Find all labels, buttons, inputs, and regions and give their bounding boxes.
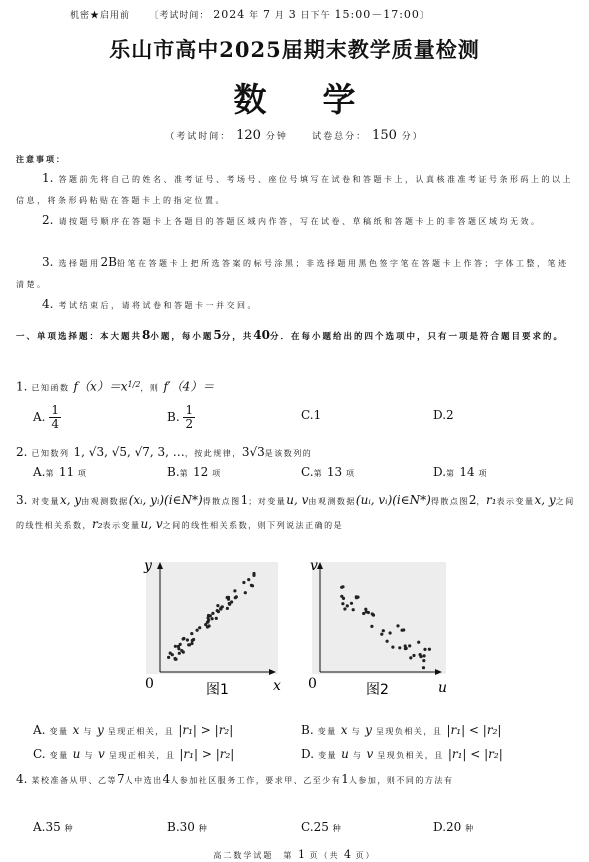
fig1-scatter-point [187, 643, 190, 646]
fig1-scatter-point [250, 584, 253, 587]
fig2-scatter-point [352, 608, 355, 611]
fig2-scatter-point [404, 647, 407, 650]
fig1-scatter-point [215, 617, 218, 620]
fig2-scatter-point [350, 602, 353, 605]
fig1-x-label: x [273, 678, 281, 694]
section-heading: 一、单项选择题：本大题共8小题，每小题5分，共40分．在每小题给出的四个选项中，只有一项是符合题目要求的。 [16, 328, 564, 342]
fig2-scatter-point [343, 607, 346, 610]
fig2-scatter-point [423, 654, 426, 657]
note-item-3: 3. 选择题用2B铅笔在答题卡上把所选答案的标号涂黑；非选择题用黑色签字笔在答题卡上作答；字体工整，笔迹清楚。 [16, 255, 569, 289]
subject-title: 数学 [233, 80, 412, 119]
q3-option-d[interactable]: D. 变量 u 与 v 呈现负相关，且 |r₁| < |r₂| [301, 747, 503, 761]
q2-option-d[interactable]: D.第 14 项 [433, 465, 488, 479]
q4-option-a[interactable]: A.35 种 [33, 820, 75, 834]
fig2-scatter-point [417, 641, 420, 644]
fig2-scatter-point [402, 628, 405, 631]
q3-option-a[interactable]: A. 变量 x 与 y 呈现正相关，且 |r₁| > |r₂| [33, 723, 234, 737]
fig1-scatter-point [211, 612, 214, 615]
fig1-scatter-point [216, 609, 219, 612]
fig2-scatter-point [409, 656, 412, 659]
fig2-scatter-point [362, 612, 365, 615]
fig2-caption: 图2 [366, 682, 389, 698]
fig2-scatter-point [386, 640, 389, 643]
fig1-scatter-point [211, 617, 214, 620]
question-3: 3. 对变量x, y由观测数据(xᵢ, yᵢ)(i∈N*)得散点图1；对变量u, v由观测数据(uᵢ, vᵢ)(i∈N*)得散点图2，r₁表示变量x, y之间的线性相关系数，r₂表示变量u, v之间的线性相关系数，则下列说法正确的是 [16, 493, 575, 531]
fig1-scatter-point [167, 656, 170, 659]
question-4: 4. 某校准备从甲、乙等7人中选出4人参加社区服务工作，要求甲、乙至少有1人参加，则不同的方法有 [16, 772, 454, 786]
fig2-scatter-point [396, 624, 399, 627]
fig1-scatter-point [179, 643, 182, 646]
fig1-scatter-point [182, 637, 185, 640]
confidential-label: 机密★启用前 [70, 11, 131, 21]
q3-option-c[interactable]: C. 变量 u 与 v 呈现正相关，且 |r₁| > |r₂| [33, 747, 235, 761]
fig2-scatter-point [380, 633, 383, 636]
fig1-scatter-point [247, 578, 250, 581]
fig1-scatter-point [190, 632, 193, 635]
fig1-scatter-point [233, 589, 236, 592]
fig1-scatter-point [177, 647, 180, 650]
q4-option-d[interactable]: D.20 种 [433, 820, 475, 834]
page-footer: 高二数学试题 第 1 页（共 4 页） [213, 848, 376, 861]
fig1-scatter-point [234, 596, 237, 599]
fig1-scatter-point [230, 600, 233, 603]
question-2: 2. 已知数列 1, √3, √5, √7, 3, …，按此规律，3√3是该数列的 [16, 445, 313, 459]
fig1-scatter-point [244, 591, 247, 594]
fig1-scatter-point [191, 639, 194, 642]
fig2-scatter-point [371, 612, 374, 615]
fig1-scatter-point [227, 598, 230, 601]
fig2-scatter-point [428, 648, 431, 651]
notes-heading: 注意事项： [16, 154, 66, 164]
fig2-scatter-point [391, 646, 394, 649]
note-item-1: 1. 答题前先将自己的姓名、准考证号、考场号、座位号填写在试卷和答题卡上，认真核准准考证号条形码上的以上信息，将条形码粘贴在答题卡上的指定位置。 [16, 171, 573, 205]
fig2-scatter-point [364, 608, 367, 611]
fig1-scatter-point [196, 629, 199, 632]
q4-option-b[interactable]: B.30 种 [167, 820, 209, 834]
fig2-scatter-point [367, 611, 370, 614]
fig2-scatter-point [342, 597, 345, 600]
fig1-y-label: y [144, 560, 152, 574]
fig1-scatter-point [207, 619, 210, 622]
fig1-scatter-point [216, 604, 219, 607]
fig1-origin: 0 [145, 676, 154, 692]
fig1-scatter-point [178, 652, 181, 655]
fig1-scatter-point [252, 574, 255, 577]
fig1-scatter-point [208, 624, 211, 627]
fig2-scatter-point [355, 596, 358, 599]
exam-time-info: （考试时间： 120 分钟 试卷总分： 150 分） [165, 128, 424, 143]
q2-option-a[interactable]: A.第 11 项 [33, 465, 88, 479]
fig2-origin: 0 [308, 676, 317, 692]
exam-title: 乐山市高中2025届期末教学质量检测 [109, 37, 480, 62]
q3-scatter-figures [140, 560, 450, 702]
q3-option-b[interactable]: B. 变量 x 与 y 呈现负相关，且 |r₁| < |r₂| [301, 723, 502, 737]
q1-option-a[interactable]: A. $\frac{1}{4}$ [33, 403, 59, 431]
fig1-scatter-point [219, 607, 222, 610]
fig1-scatter-point [169, 652, 172, 655]
fig2-scatter-point [419, 653, 422, 656]
fig2-scatter-point [341, 602, 344, 605]
fig2-scatter-point [408, 644, 411, 647]
fig2-scatter-point [423, 648, 426, 651]
fig2-scatter-point [370, 625, 373, 628]
fig2-scatter-point [389, 631, 392, 634]
fig1-scatter-point [226, 607, 229, 610]
q1-option-b[interactable]: B. $\frac{1}{2}$ [167, 403, 194, 431]
fig1-scatter-point [207, 614, 210, 617]
fig2-scatter-point [382, 629, 385, 632]
q1-option-c[interactable]: C.1 [301, 408, 322, 422]
fig2-scatter-point [346, 604, 349, 607]
question-1: 1. 已知函数 $f(x)=x^{1/2}$，则 f′（4）＝ [16, 379, 215, 394]
note-item-2: 2. 请按题号顺序在答题卡上各题目的答题区域内作答，写在试卷、草稿纸和答题卡上的非答题区域均无效。 [42, 213, 542, 227]
note-item-4: 4. 考试结束后，请将试卷和答题卡一并交回。 [42, 297, 258, 311]
fig2-scatter-point [412, 654, 415, 657]
fig1-scatter-point [198, 626, 201, 629]
q1-option-d[interactable]: D.2 [433, 408, 454, 422]
fig2-y-label: v [310, 560, 318, 574]
q4-option-c[interactable]: C.25 种 [301, 820, 343, 834]
fig2-scatter-point [422, 666, 425, 669]
fig1-scatter-point [174, 658, 177, 661]
fig1-scatter-point [190, 642, 193, 645]
exam-header: 机密★启用前 〔考试时间： 2024 年 7 月 3 日下午 15:00－17:00〕 [70, 8, 430, 21]
fig1-scatter-point [180, 649, 183, 652]
fig1-scatter-point [186, 638, 189, 641]
fig2-scatter-point [422, 659, 425, 662]
fig1-scatter-point [242, 581, 245, 584]
fig2-scatter-point [398, 646, 401, 649]
fig1-scatter-point [174, 645, 177, 648]
fig1-caption: 图1 [206, 682, 229, 698]
q2-option-b[interactable]: B.第 12 项 [167, 465, 222, 479]
fig2-scatter-point [341, 585, 344, 588]
fig2-x-label: u [438, 680, 448, 696]
q2-option-c[interactable]: C.第 13 项 [301, 465, 356, 479]
